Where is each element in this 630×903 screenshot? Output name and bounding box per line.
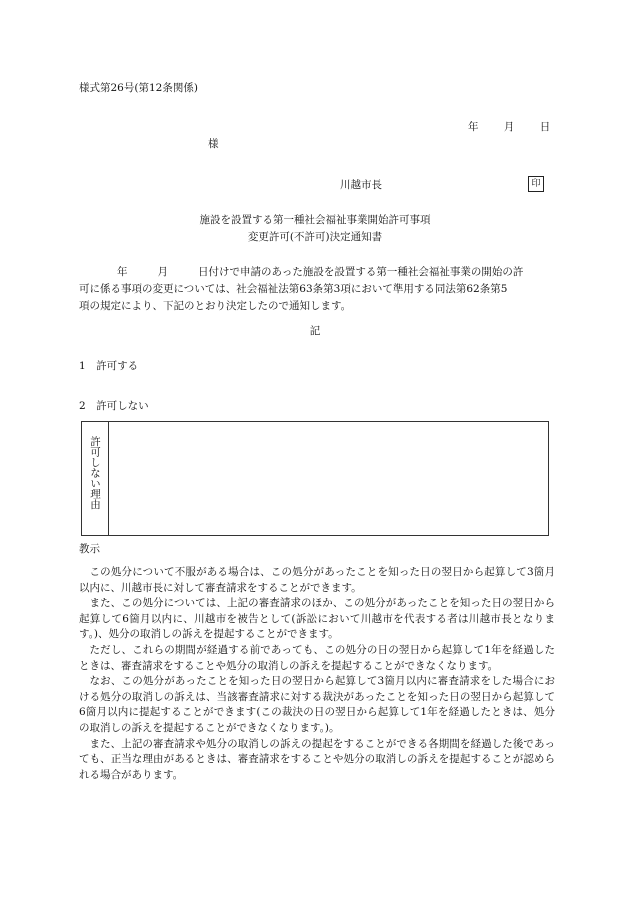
notice-paragraph: また、この処分については、上記の審査請求のほか、この処分があったことを知った日の翌日から起算して6箇月以内に、川越市を被告として(訴訟において川越市を代表する者は川越市長となります。)、処分の取消しの訴えを提起することができます。	[79, 597, 555, 641]
addressee: 様	[208, 138, 219, 150]
document-title-line2: 変更許可(不許可)決定通知書	[247, 231, 383, 243]
date-month: 月	[503, 121, 515, 133]
form-number: 様式第26号(第12条関係)	[79, 82, 198, 94]
ki-heading: 記	[309, 325, 321, 337]
sender: 川越市長	[340, 179, 382, 191]
option-deny: 2 許可しない	[79, 400, 149, 412]
intro-year: 年	[117, 266, 128, 278]
denial-reason-label-cell	[82, 422, 109, 535]
notice-paragraph: また、上記の審査請求や処分の取消しの訴えの提起をすることができる各期間を経過した後であっても、正当な理由があるときは、審査請求をすることや処分の取消しの訴えを提起することが認められる場合があります。	[79, 737, 555, 781]
denial-reason-label: 許可しない理由	[89, 436, 101, 510]
option-permit: 1 許可する	[79, 360, 139, 372]
intro-line2: 可に係る事項の変更については、社会福祉法第63条第3項において準用する同法第62条第5	[79, 283, 508, 295]
denial-reason-box	[81, 421, 549, 536]
document-title-line1: 施設を設置する第一種社会福祉事業開始許可事項	[199, 214, 431, 226]
intro-line3: 項の規定により、下記のとおり決定したので通知します。	[79, 300, 352, 312]
intro-month: 月	[157, 266, 168, 278]
notice-paragraph: この処分について不服がある場合は、この処分があったことを知った日の翌日から起算して3箇月以内に、川越市長に対して審査請求をすることができます。	[79, 566, 555, 594]
intro-paragraph	[79, 264, 555, 315]
notice-body	[79, 565, 555, 783]
intro-line1-rest: 日付けで申請のあった施設を設置する第一種社会福祉事業の開始の許	[198, 266, 524, 278]
notice-heading: 教示	[79, 543, 100, 555]
seal-mark: 印	[528, 176, 544, 192]
notice-paragraph: ただし、これらの期間が経過する前であっても、この処分の日の翌日から起算して1年を経過したときは、審査請求をすることや処分の取消しの訴えを提起することができなくなります。	[79, 643, 555, 672]
date-year: 年	[468, 121, 479, 133]
date-day: 日	[539, 121, 551, 133]
intro-line1	[79, 264, 555, 281]
date-line	[468, 119, 550, 135]
notice-paragraph: なお、この処分があったことを知った日の翌日から起算して3箇月以内に審査請求をした場合における処分の取消しの訴えは、当該審査請求に対する裁決があったことを知った日の翌日から起算して6箇月以内に提起することができます(この裁決の日の翌日から起算して1年を経過したときは、処分の取消しの訴えを提起することができなくなります。)。	[79, 675, 555, 734]
